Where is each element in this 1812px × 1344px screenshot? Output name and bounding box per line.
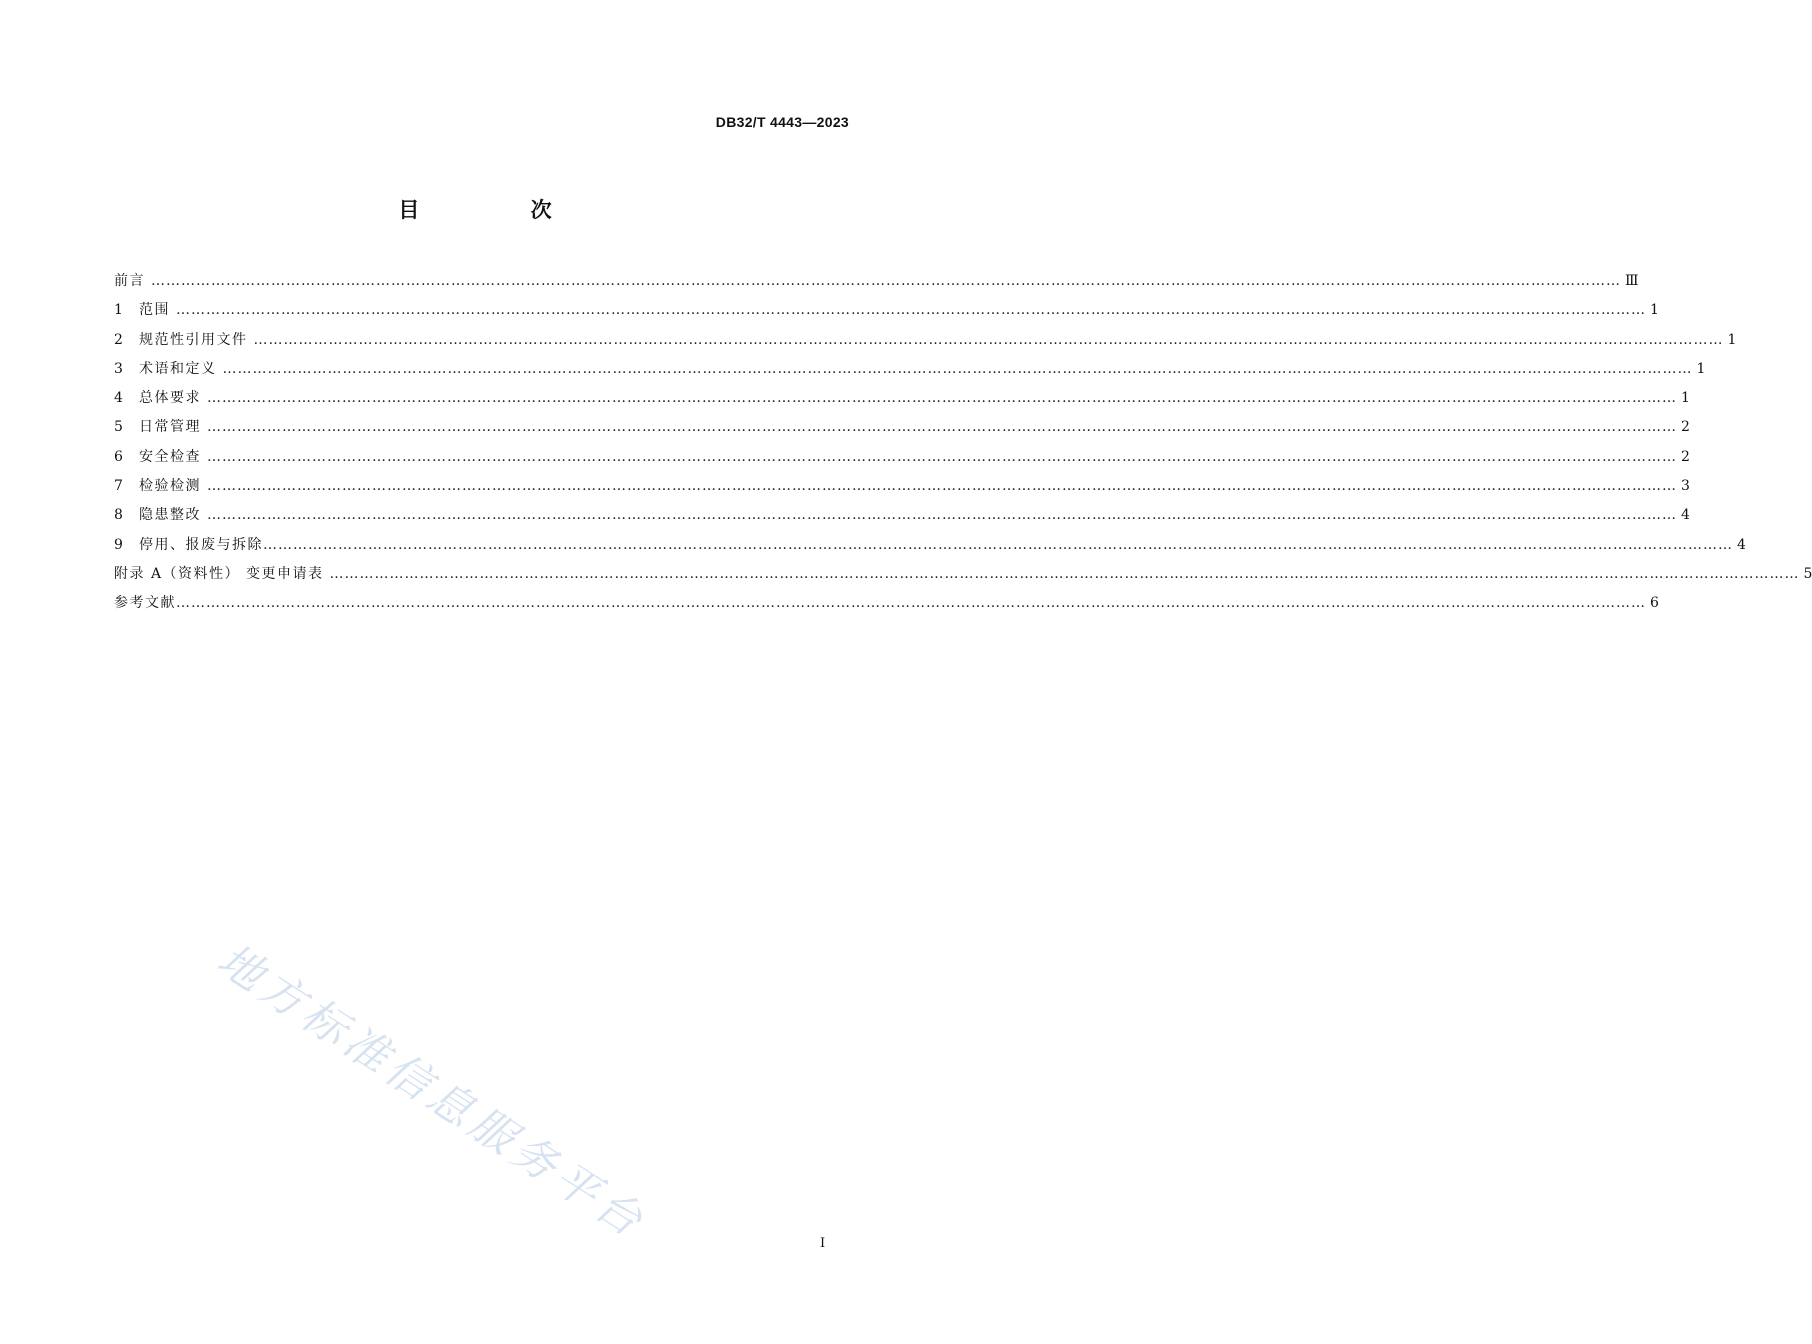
toc-leader-dots: …………………………………………………………………………………………………………………………………………………………………………………………………………………………………………………………………… — [176, 302, 1646, 319]
toc-entry-number: 1 — [114, 302, 123, 319]
toc-entry-page: 5 — [1803, 565, 1812, 582]
toc-entry-scope[interactable] — [114, 299, 1659, 328]
toc-entry-page: 1 — [1650, 302, 1659, 319]
toc-entry-label: 范围 — [139, 302, 170, 319]
toc-entry-number: 8 — [114, 507, 123, 524]
toc-leader-dots: …………………………………………………………………………………………………………………………………………………………………………………………………………………………………………………………………… — [207, 419, 1677, 436]
toc-entry-foreword[interactable] — [114, 270, 1639, 299]
toc-leader-dots: …………………………………………………………………………………………………………………………………………………………………………………………………………………………………………………………………… — [222, 360, 1693, 377]
toc-entry-page: 4 — [1737, 536, 1746, 553]
toc-entry-page: 1 — [1681, 390, 1690, 407]
toc-leader-dots: …………………………………………………………………………………………………………………………………………………………………………………………………………………………………………………………………… — [263, 536, 1733, 553]
toc-entry-label: 安全检查 — [139, 448, 201, 465]
toc-entry-page: 2 — [1681, 419, 1690, 436]
toc-entry-label: 总体要求 — [139, 390, 201, 407]
toc-leader-dots: …………………………………………………………………………………………………………………………………………………………………………………………………………………………………………………………………… — [207, 390, 1677, 407]
toc-entry-label: 日常管理 — [139, 419, 201, 436]
document-code: DB32/T 4443—2023 — [715, 114, 849, 130]
toc-entry-appendix-a[interactable] — [114, 563, 1812, 592]
toc-entry-label: 术语和定义 — [139, 360, 217, 377]
toc-entry-testing[interactable] — [114, 475, 1690, 504]
toc-entry-number: 6 — [114, 448, 123, 465]
toc-entry-label: 前言 — [114, 273, 145, 289]
page-number: I — [820, 1236, 826, 1251]
toc-entry-label: 隐患整改 — [139, 507, 201, 524]
toc-entry-terms-definitions[interactable] — [114, 358, 1706, 387]
toc-entry-label: 附录 A（资料性） 变更申请表 — [114, 565, 324, 582]
toc-leader-dots: …………………………………………………………………………………………………………………………………………………………………………………………………………………………………………………………………… — [176, 595, 1646, 612]
toc-entry-page: 6 — [1650, 595, 1659, 612]
toc-title: 目 次 — [398, 198, 604, 222]
toc-entry-hazard-rectification[interactable] — [114, 504, 1690, 533]
toc-leader-dots: …………………………………………………………………………………………………………………………………………………………………………………………………………………………………………………………………… — [329, 565, 1800, 582]
watermark-text: 地方标准信息服务平台 — [208, 934, 656, 1250]
toc-entry-decommissioning[interactable] — [114, 534, 1746, 563]
toc-entry-label: 检验检测 — [139, 478, 201, 495]
toc-entry-page: 1 — [1727, 331, 1737, 348]
toc-entry-number: 5 — [114, 419, 123, 436]
toc-entry-number: 7 — [114, 478, 123, 495]
toc-entry-label: 停用、报废与拆除 — [139, 536, 263, 553]
toc-entry-page: 3 — [1681, 478, 1690, 495]
toc-entry-number: 9 — [114, 536, 123, 553]
toc-entry-number: 2 — [114, 331, 123, 348]
toc-entry-normative-references[interactable] — [114, 329, 1737, 358]
toc-leader-dots: …………………………………………………………………………………………………………………………………………………………………………………………………………………………………………………………………… — [207, 507, 1677, 524]
toc-entry-bibliography[interactable] — [114, 592, 1659, 621]
table-of-contents — [114, 270, 1812, 622]
toc-leader-dots: …………………………………………………………………………………………………………………………………………………………………………………………………………………………………………………………………… — [253, 331, 1724, 348]
toc-entry-page: 2 — [1681, 448, 1690, 465]
toc-entry-general-requirements[interactable] — [114, 387, 1690, 416]
toc-entry-label: 规范性引用文件 — [139, 331, 248, 348]
toc-entry-number: 3 — [114, 360, 123, 377]
toc-leader-dots: …………………………………………………………………………………………………………………………………………………………………………………………………………………………………………………………………… — [207, 448, 1677, 465]
toc-entry-label: 参考文献 — [114, 595, 176, 612]
toc-entry-safety-inspection[interactable] — [114, 446, 1690, 475]
toc-entry-page: 4 — [1681, 507, 1690, 524]
toc-entry-page: Ⅲ — [1625, 273, 1639, 289]
toc-entry-page: 1 — [1696, 360, 1706, 377]
toc-leader-dots: …………………………………………………………………………………………………………………………………………………………………………………………………………………………………………………………………… — [151, 273, 1621, 289]
toc-entry-daily-management[interactable] — [114, 416, 1690, 445]
toc-entry-number: 4 — [114, 390, 123, 407]
toc-leader-dots: …………………………………………………………………………………………………………………………………………………………………………………………………………………………………………………………………… — [207, 478, 1677, 495]
